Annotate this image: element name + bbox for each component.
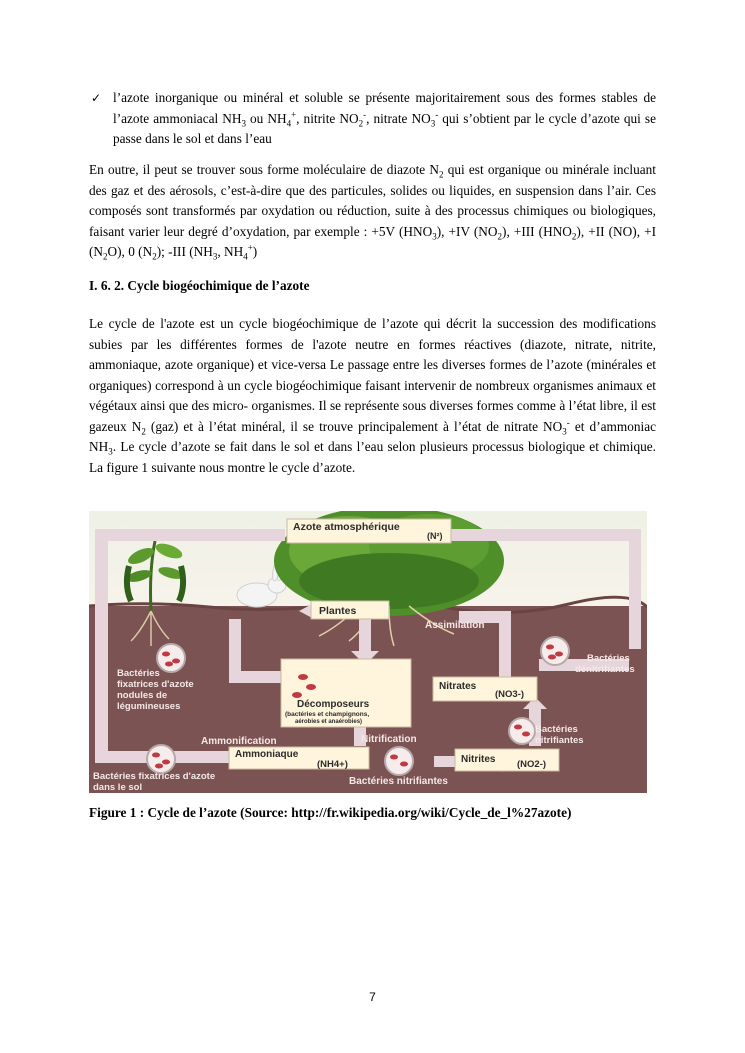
checkmark-icon: ✓ — [91, 91, 102, 105]
label-nitrates: Nitrates — [439, 681, 477, 692]
bullet-item — [91, 88, 656, 150]
section-heading: I. 6. 2. Cycle biogéochimique de l’azote — [89, 278, 310, 293]
label-fixatrices-1: Bactéries — [117, 668, 160, 679]
label-bacteries-denit-2: dénitrifiantes — [575, 664, 635, 675]
label-fixatrices-2: fixatrices d'azote — [117, 679, 194, 690]
label-no3: (NO3-) — [495, 689, 525, 700]
label-azote-atmospherique: Azote atmosphérique — [293, 521, 400, 533]
bacteria-icon-nitrifying — [509, 718, 535, 744]
label-ammonification: Ammonification — [201, 736, 277, 747]
label-n2: (N²) — [427, 531, 443, 541]
label-fixatrices-3: nodules de — [117, 690, 168, 701]
label-bacteries-denit-1: Bactéries — [587, 653, 630, 664]
label-nh4: (NH4+) — [317, 759, 348, 770]
label-decomposeurs: Décomposeurs — [297, 699, 370, 710]
label-ammoniaque: Ammoniaque — [235, 749, 299, 760]
bacteria-icon-bottom — [385, 747, 413, 775]
label-bact-nitrifiantes-bottom: Bactéries nitrifiantes — [349, 776, 448, 787]
label-fix-sol-2: dans le sol — [93, 782, 143, 793]
label-plantes: Plantes — [319, 605, 357, 617]
nitrogen-cycle-figure — [89, 511, 647, 793]
bacteria-icon-soil — [147, 745, 175, 773]
label-bact-nitrifiantes-2: nitrifiantes — [535, 735, 584, 746]
page-number: 7 — [369, 990, 376, 1004]
figure-caption: Figure 1 : Cycle de l’azote (Source: http://fr.wikipedia.org/wiki/Cycle_de_l%27azote) — [89, 805, 572, 820]
label-bact-nitrifiantes-1: Bactéries — [535, 724, 578, 735]
paragraph-diazote: En outre, il peut se trouver sous forme moléculaire de diazote $N_2$ qui est organique ou minérale incluant des gaz et des aérosols, c’est-à-dire que des particules, solides ou liquides, en suspension dans l’air. Ces composés sont transformés par oxydation ou réduction, suite à des processus chimiques ou biologiques, faisant varier leur degré d’oxydation, par exemple : +5V $(HNO_3)$, +IV $(NO_2)$, +III $(HNO_2)$, +II (NO), +I $(N_2O)$, 0 $(N_2)$; -III ($NH_3$, $NH_4^+$) — [89, 162, 656, 262]
label-assimilation: Assimilation — [425, 620, 485, 631]
label-no2: (NO2-) — [517, 759, 547, 770]
label-nitrification: Nitrification — [361, 734, 417, 745]
bacteria-icon-denitrifying — [541, 637, 569, 665]
paragraph-cycle: Le cycle de l'azote est un cycle biogéochimique de l’azote qui décrit la succession des modifications subies par les différentes formes de l'azote neutre en formes réactives (diazote, nitrate, nitrite, ammoniaque, azote organique) et vice-versa Le passage entre les diverses formes de l’azote (minérales et organiques) correspond à un cycle biogéochimique faisant intervenir de nombreux organismes animaux et végétaux ainsi que des micro- organismes. Il se représente sous diverses formes comme à l’état libre, il est gazeux $N_2$ (gaz) et à l’état minéral, il se trouve principalement à l’état de nitrate $NO_3^-$ et d’ammoniac $NH_3$. Le cycle d’azote se fait dans le sol et dans l’eau selon plusieurs processus biologique et chimique. La figure 1 suivante nous montre le cycle d’azote. — [89, 316, 656, 475]
label-decomposeurs-sub2: aérobies et anaérobies) — [295, 719, 363, 725]
bacteria-icon-left — [157, 644, 185, 672]
label-decomposeurs-sub1: (bactéries et champignons, — [285, 711, 370, 718]
label-fix-sol-1: Bactéries fixatrices d'azote — [93, 771, 216, 782]
label-fixatrices-4: légumineuses — [117, 701, 181, 712]
bullet-text: l’azote inorganique ou minéral et soluble se présente majoritairement sous des formes stables de l’azote ammoniacal $NH_3$ ou $NH_4^+$, nitrite $NO_2^-$, nitrate $NO_3^-$ qui s’obtient par le cycle d’azote qui se passe dans le sol et dans l’eau — [113, 90, 656, 146]
label-nitrites: Nitrites — [461, 754, 496, 765]
